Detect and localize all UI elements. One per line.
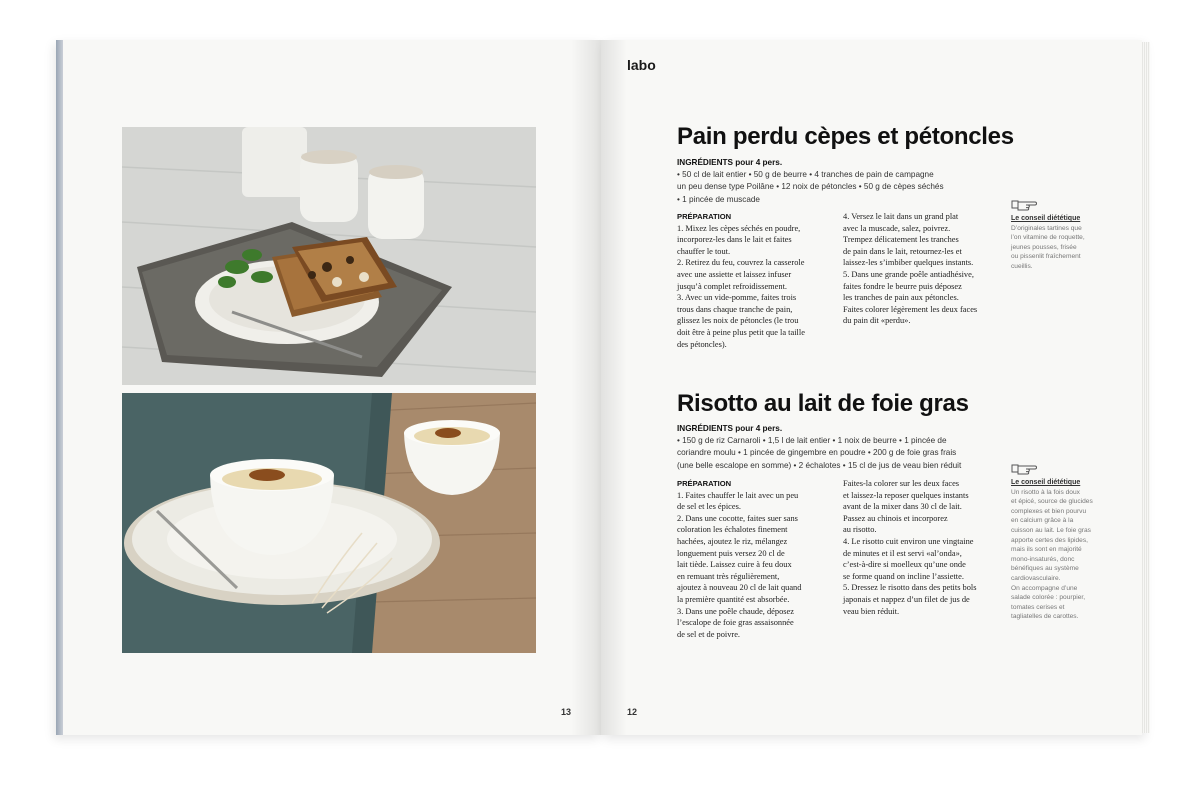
diet-tip-line: bénéfiques au système: [1011, 565, 1079, 573]
prep-line: de sel et de poivre.: [677, 629, 741, 639]
prep-line: 3. Avec un vide-pomme, faites trois: [677, 293, 797, 303]
page-number-left: 13: [561, 707, 572, 717]
preparation-heading: PRÉPARATION: [677, 479, 732, 488]
recipe-title-pain-perdu: Pain perdu cèpes et pétoncles: [677, 123, 1014, 150]
prep-line: ajoutez à nouveau 20 cl de lait quand: [677, 583, 802, 593]
prep-line: des pétoncles).: [677, 339, 727, 349]
prep-line: avant de la mixer dans 30 cl de lait.: [843, 502, 962, 512]
prep-line: la première quantité est absorbée.: [677, 594, 790, 604]
gutter-shadow-left: [571, 40, 601, 735]
prep-line: lait tiède. Laissez cuire à feu doux: [677, 560, 792, 570]
prep-line: les tranches de pain aux pétoncles.: [843, 293, 959, 303]
page-number-right: 12: [627, 707, 638, 717]
preparation-col-2: [843, 211, 993, 327]
prep-line: 3. Dans une poêle chaude, déposez: [677, 606, 794, 616]
diet-tip-line: salade colorée : pourpier,: [1011, 594, 1086, 602]
diet-tip-line: D’originales tartines que: [1011, 224, 1082, 232]
right-page: [601, 40, 1142, 735]
diet-tip-line: et épicé, source de glucides: [1011, 498, 1093, 506]
prep-line: avec la muscade, salez, poivrez.: [843, 223, 951, 233]
prep-line: doit être à peine plus petit que la taille: [677, 327, 805, 337]
diet-tip-line: apporte certes des lipides,: [1011, 536, 1088, 544]
prep-line: faites fondre le beurre puis déposez: [843, 281, 962, 291]
preparation-col-2: [843, 478, 993, 617]
recipe-title-risotto: Risotto au lait de foie gras: [677, 390, 969, 417]
prep-line: Faites colorer légèrement les deux faces: [843, 304, 978, 314]
prep-line: de pain dans le lait, retournez-les et: [843, 246, 962, 256]
ingredients-line: un peu dense type Poilâne • 12 noix de pétoncles • 50 g de cèpes séchés: [677, 182, 944, 192]
left-page: [56, 40, 601, 735]
pointing-hand-icon: [1011, 461, 1039, 475]
diet-tip-pain-perdu: [1011, 197, 1097, 272]
prep-line: du pain dit «perdu».: [843, 316, 911, 326]
ingredients-line: (une belle escalope en somme) • 2 échalotes • 15 cl de jus de veau bien réduit: [677, 460, 962, 470]
prep-line: avec une assiette et laissez infuser: [677, 269, 792, 279]
diet-tip-line: tomates cerises et: [1011, 603, 1065, 611]
photo-pain-perdu: [122, 127, 536, 385]
prep-line: incorporez-les dans le lait et faites: [677, 235, 792, 245]
ingredients-line: • 1 pincée de muscade: [677, 194, 760, 204]
diet-tip-line: mais ils sont en majorité: [1011, 546, 1082, 554]
diet-tip-line: ou pissenlit fraîchement: [1011, 253, 1081, 261]
prep-line: et laissez-la reposer quelques instants: [843, 490, 969, 500]
prep-line: 5. Dressez le risotto dans des petits bols: [843, 583, 977, 593]
diet-tip-heading: Le conseil diététique: [1011, 479, 1081, 486]
diet-tip-line: jeunes pousses, frisée: [1011, 243, 1077, 251]
prep-line: de sel et les épices.: [677, 502, 741, 512]
prep-line: Passez au chinois et incorporez: [843, 513, 948, 523]
section-label: labo: [627, 57, 656, 73]
prep-line: coloration les échalotes finement: [677, 525, 788, 535]
page-stack-edge: [1142, 42, 1150, 733]
diet-tip-line: en calcium grâce à la: [1011, 517, 1074, 525]
diet-tip-risotto: [1011, 461, 1097, 622]
prep-line: glissez les noix de pétoncles (le trou: [677, 316, 799, 326]
ingredients-line: coriandre moulu • 1 pincée de gingembre en poudre • 200 g de foie gras frais: [677, 448, 957, 458]
ingredients-pain-perdu: [677, 157, 1017, 206]
prep-line: 4. Versez le lait dans un grand plat: [843, 212, 959, 221]
prep-line: se forme quand on incline l’assiette.: [843, 571, 964, 581]
ingredients-heading: INGRÉDIENTS pour 4 pers.: [677, 424, 783, 433]
prep-line: 5. Dans une grande poêle antiadhésive,: [843, 269, 974, 279]
prep-line: Trempez délicatement les tranches: [843, 235, 959, 245]
diet-tip-line: complexes et bien pourvu: [1011, 507, 1087, 515]
prep-line: 2. Dans une cocotte, faites suer sans: [677, 513, 798, 523]
prep-line: au risotto.: [843, 525, 877, 535]
diet-tip-line: tagliatelles de carottes.: [1011, 613, 1079, 621]
prep-line: en remuant très régulièrement,: [677, 571, 780, 581]
diet-tip-line: l’on vitamine de roquette,: [1011, 234, 1085, 242]
diet-tip-heading: Le conseil diététique: [1011, 215, 1081, 222]
prep-line: trous dans chaque tranche de pain,: [677, 304, 793, 314]
prep-line: japonais et nappez d’un filet de jus de: [843, 594, 970, 604]
left-page-edge: [56, 40, 63, 735]
prep-line: laissez-les s’imbiber quelques instants.: [843, 258, 974, 268]
ingredients-risotto: [677, 423, 1017, 472]
diet-tip-line: mono-insaturés, donc: [1011, 555, 1075, 563]
prep-line: l’escalope de foie gras assaisonnée: [677, 618, 794, 628]
pointing-hand-icon: [1011, 197, 1039, 211]
photo-risotto: [122, 393, 536, 653]
prep-line: veau bien réduit.: [843, 606, 900, 616]
prep-line: 1. Faites chauffer le lait avec un peu: [677, 490, 799, 500]
preparation-col-1: [677, 478, 827, 640]
prep-line: 1. Mixez les cèpes séchés en poudre,: [677, 223, 801, 233]
gutter-shadow-right: [601, 40, 627, 735]
prep-line: 4. Le risotto cuit environ une vingtaine: [843, 536, 974, 546]
prep-line: jusqu’à complet refroidissement.: [677, 281, 788, 291]
prep-line: chauffer le tout.: [677, 246, 731, 256]
prep-line: longuement puis versez 20 cl de: [677, 548, 785, 558]
preparation-col-1: [677, 211, 827, 350]
diet-tip-line: cueillis.: [1011, 262, 1033, 270]
prep-line: de minutes et il est servi «al’onda»,: [843, 548, 962, 558]
preparation-heading: PRÉPARATION: [677, 212, 732, 221]
diet-tip-line: On accompagne d’une: [1011, 584, 1078, 592]
prep-line: Faites-la colorer sur les deux faces: [843, 479, 960, 488]
prep-line: c’est-à-dire si moelleux qu’une onde: [843, 560, 966, 570]
prep-line: 2. Retirez du feu, couvrez la casserole: [677, 258, 805, 268]
ingredients-line: • 150 g de riz Carnaroli • 1,5 l de lait entier • 1 noix de beurre • 1 pincée de: [677, 436, 947, 446]
prep-line: hachées, ajoutez le riz, mélangez: [677, 536, 788, 546]
diet-tip-line: Un risotto à la fois doux: [1011, 488, 1080, 496]
diet-tip-line: cardiovasculaire.: [1011, 574, 1061, 582]
ingredients-line: • 50 cl de lait entier • 50 g de beurre • 4 tranches de pain de campagne: [677, 170, 934, 180]
ingredients-heading: INGRÉDIENTS pour 4 pers.: [677, 158, 783, 167]
diet-tip-line: cuisson au lait. Le foie gras: [1011, 526, 1091, 534]
